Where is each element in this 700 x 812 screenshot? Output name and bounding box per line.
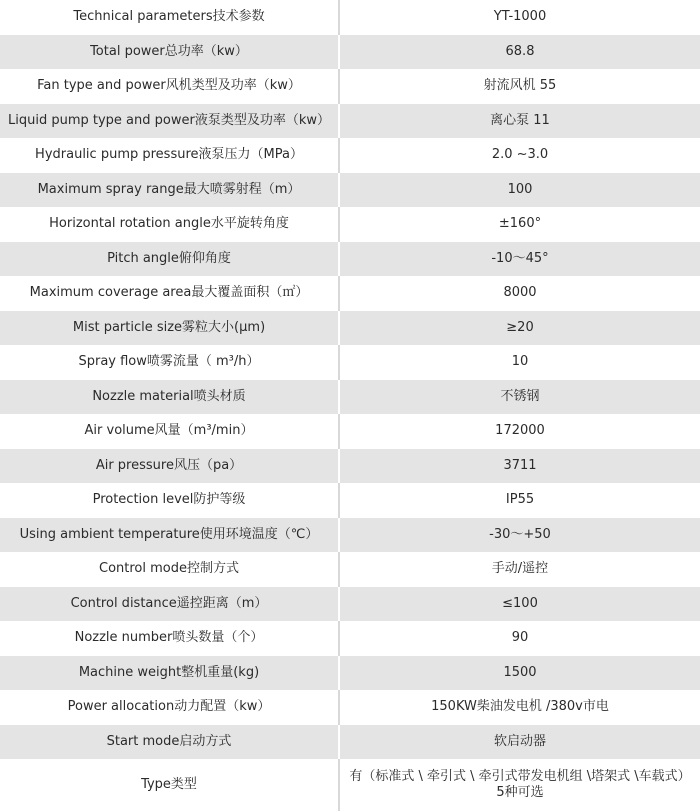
param-cell: Nozzle material喷头材质 — [0, 380, 339, 415]
param-cell: Fan type and power风机类型及功率（kw） — [0, 69, 339, 104]
table-row — [0, 242, 700, 277]
value-cell: ≤100 — [339, 587, 700, 622]
param-cell: Horizontal rotation angle水平旋转角度 — [0, 207, 339, 242]
table-row — [0, 656, 700, 691]
param-cell: Maximum spray range最大喷雾射程（m） — [0, 173, 339, 208]
value-cell: YT-1000 — [339, 0, 700, 35]
table-row — [0, 621, 700, 656]
value-cell: 射流风机 55 — [339, 69, 700, 104]
value-cell: 90 — [339, 621, 700, 656]
table-row — [0, 35, 700, 70]
param-cell: Nozzle number喷头数量（个） — [0, 621, 339, 656]
table-row — [0, 69, 700, 104]
value-cell: 8000 — [339, 276, 700, 311]
param-cell: Mist particle size雾粒大小(μm) — [0, 311, 339, 346]
param-cell: Technical parameters技术参数 — [0, 0, 339, 35]
param-cell: Using ambient temperature使用环境温度（℃） — [0, 518, 339, 553]
table-row — [0, 587, 700, 622]
param-cell: Power allocation动力配置（kw） — [0, 690, 339, 725]
param-cell: Maximum coverage area最大覆盖面积（㎡） — [0, 276, 339, 311]
table-row — [0, 725, 700, 760]
table-row — [0, 104, 700, 139]
param-cell: Protection level防护等级 — [0, 483, 339, 518]
value-cell: 2.0 ~3.0 — [339, 138, 700, 173]
param-cell: Air pressure风压（pa） — [0, 449, 339, 484]
table-row — [0, 138, 700, 173]
table-row — [0, 173, 700, 208]
value-cell: 172000 — [339, 414, 700, 449]
value-cell: 离心泵 11 — [339, 104, 700, 139]
value-cell: 1500 — [339, 656, 700, 691]
table-row — [0, 690, 700, 725]
type-value-line2: 5种可选 — [496, 785, 544, 800]
param-cell: Control mode控制方式 — [0, 552, 339, 587]
value-cell-type — [339, 759, 700, 811]
value-cell: 10 — [339, 345, 700, 380]
value-cell: 手动/遥控 — [339, 552, 700, 587]
value-cell: ±160° — [339, 207, 700, 242]
table-row — [0, 276, 700, 311]
type-value-line1: 有（标准式 \ 牵引式 \ 牵引式带发电机组 \塔架式 \车载式） — [349, 769, 691, 784]
param-cell-type: Type类型 — [0, 759, 339, 811]
table-row — [0, 380, 700, 415]
value-cell: -10～45° — [339, 242, 700, 277]
param-cell: Air volume风量（m³/min） — [0, 414, 339, 449]
param-cell: Spray flow喷雾流量（ m³/h） — [0, 345, 339, 380]
table-row — [0, 552, 700, 587]
value-cell: -30～+50 — [339, 518, 700, 553]
table-row — [0, 311, 700, 346]
param-cell: Control distance遥控距离（m） — [0, 587, 339, 622]
table-row — [0, 0, 700, 35]
param-cell: Pitch angle俯仰角度 — [0, 242, 339, 277]
value-cell: 软启动器 — [339, 725, 700, 760]
value-cell: 不锈钢 — [339, 380, 700, 415]
table-row-type — [0, 759, 700, 811]
table-row — [0, 207, 700, 242]
param-cell: Total power总功率（kw） — [0, 35, 339, 70]
param-cell: Start mode启动方式 — [0, 725, 339, 760]
table-row — [0, 449, 700, 484]
value-cell: ≥20 — [339, 311, 700, 346]
value-cell: IP55 — [339, 483, 700, 518]
table-row — [0, 414, 700, 449]
value-cell: 3711 — [339, 449, 700, 484]
param-cell: Hydraulic pump pressure液泵压力（MPa） — [0, 138, 339, 173]
value-cell: 150KW柴油发电机 /380v市电 — [339, 690, 700, 725]
param-cell: Liquid pump type and power液泵类型及功率（kw） — [0, 104, 339, 139]
value-cell: 100 — [339, 173, 700, 208]
value-cell: 68.8 — [339, 35, 700, 70]
table-row — [0, 518, 700, 553]
param-cell: Machine weight整机重量(kg) — [0, 656, 339, 691]
table-row — [0, 345, 700, 380]
table-row — [0, 483, 700, 518]
